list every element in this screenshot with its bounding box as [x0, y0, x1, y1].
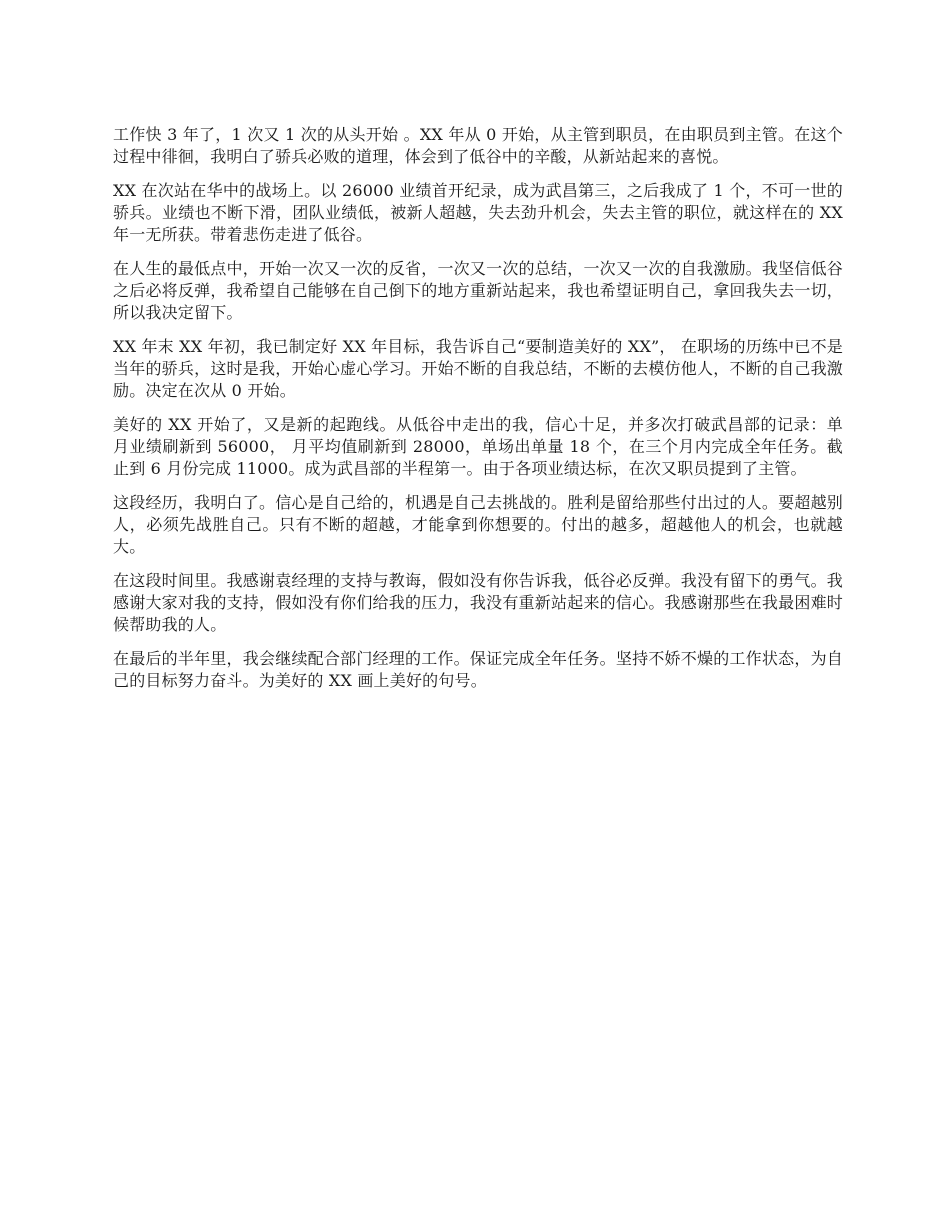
paragraph-4: XX 年末 XX 年初，我已制定好 XX 年目标，我告诉自己“要制造美好的 XX”， 在职场的历练中已不是当年的骄兵，这时是我，开始心虚心学习。开始不断的自我总结，不断的去模仿他人，不断的自己我激励。决定在次从 0 开始。: [113, 337, 843, 400]
paragraph-2: XX 在次站在华中的战场上。以 26000 业绩首开纪录，成为武昌第三，之后我成了 1 个，不可一世的骄兵。业绩也不断下滑，团队业绩低，被新人超越，失去劲升机会，失去主管的职位，就这样在的 XX 年一无所获。带着悲伤走进了低谷。: [113, 181, 843, 244]
paragraph-8: 在最后的半年里，我会继续配合部门经理的工作。保证完成全年任务。坚持不娇不燥的工作状态，为自己的目标努力奋斗。为美好的 XX 画上美好的句号。: [113, 649, 843, 690]
document-body: [113, 124, 843, 704]
paragraph-5: 美好的 XX 开始了，又是新的起跑线。从低谷中走出的我，信心十足，并多次打破武昌部的记录：单月业绩刷新到 56000， 月平均值刷新到 28000，单场出单量 18 个，在三个月内完成全年任务。截止到 6 月份完成 11000。成为武昌部的半程第一。由于各项业绩达标，在次又职员提到了主管。: [113, 415, 843, 478]
paragraph-3: 在人生的最低点中，开始一次又一次的反省，一次又一次的总结，一次又一次的自我激励。我坚信低谷之后必将反弹，我希望自己能够在自己倒下的地方重新站起来，我也希望证明自己，拿回我失去一切，所以我决定留下。: [113, 259, 843, 322]
paragraph-1: 工作快 3 年了，1 次又 1 次的从头开始 。XX 年从 0 开始，从主管到职员，在由职员到主管。在这个过程中徘徊，我明白了骄兵必败的道理，体会到了低谷中的辛酸，从新站起来的喜悦。: [113, 125, 843, 166]
paragraph-6: 这段经历，我明白了。信心是自己给的，机遇是自己去挑战的。胜利是留给那些付出过的人。要超越别人，必须先战胜自己。只有不断的超越，才能拿到你想要的。付出的越多，超越他人的机会，也就越大。: [113, 493, 843, 556]
paragraph-7: 在这段时间里。我感谢袁经理的支持与教诲，假如没有你告诉我，低谷必反弹。我没有留下的勇气。我感谢大家对我的支持，假如没有你们给我的压力，我没有重新站起来的信心。我感谢那些在我最困难时候帮助我的人。: [113, 571, 843, 634]
